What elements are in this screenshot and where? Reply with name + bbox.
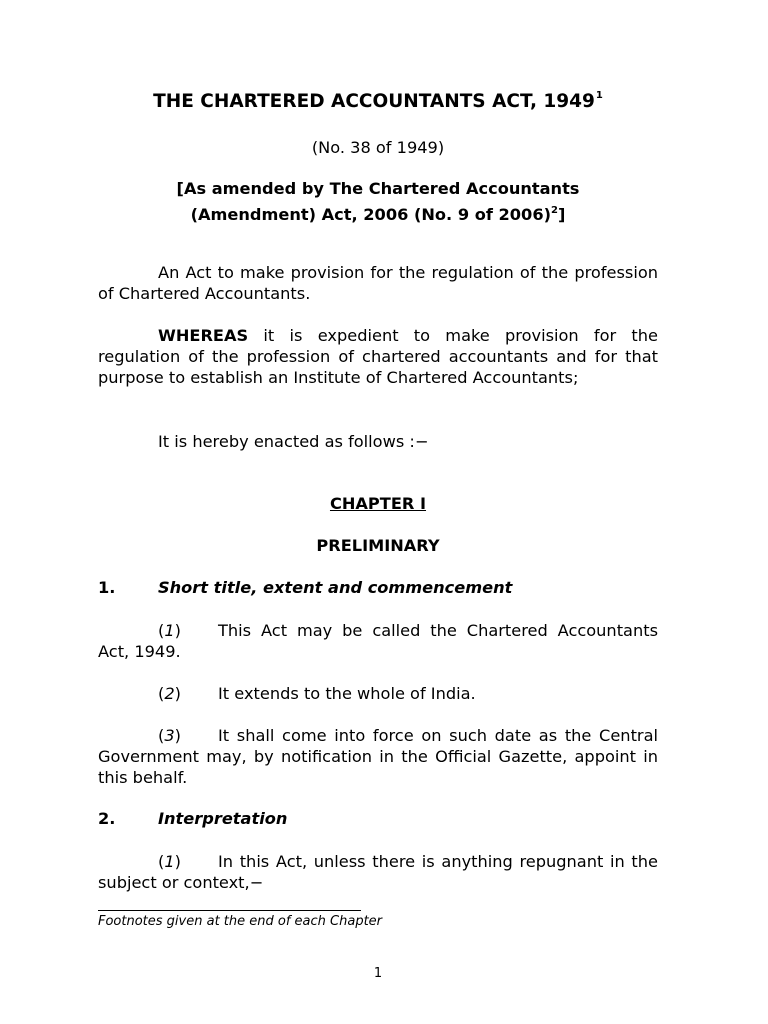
amendment-footnote-ref: 2 [551,205,558,216]
subsection-text: It shall come into force on such date as the Central Government may, by notification in the Official Gazette, appoint in this behalf. [98,726,658,787]
subsection-number: (2) [158,684,181,703]
subsection-text: In this Act, unless there is anything repugnant in the subject or context,− [98,852,658,892]
section-2-heading [98,809,658,828]
amendment-line-2: (Amendment) Act, 2006 (No. 9 of 2006)$^2$] [190,205,566,224]
preamble-lead: WHEREAS [158,326,249,345]
page-number: 1 [373,966,383,981]
section-1-heading [98,578,658,597]
section-1-subsection-3 [98,725,658,788]
subsection-number: (1) [158,621,181,640]
act-title [98,90,658,112]
long-title: An Act to make provision for the regulation of the profession of Chartered Accountants. [98,263,658,303]
preamble-text: it is expedient to make provision for the regulation of the profession of chartered accountants and for that purpose to establish an Institute of Chartered Accountants; [98,326,658,387]
section-1-subsection-1 [98,620,658,662]
title-footnote-ref: 1 [595,90,603,101]
footnote-text: Footnotes given at the end of each Chapter [98,914,383,929]
section-title: Interpretation [158,809,288,828]
section-2-subsection-1 [98,851,658,893]
section-1-subsection-2 [98,683,658,704]
section-number: 1. [98,578,116,597]
subsection-text: This Act may be called the Chartered Accountants Act, 1949. [98,621,658,661]
subsection-text: It extends to the whole of India. [218,684,476,703]
section-title: Short title, extent and commencement [158,578,513,597]
subsection-number: (1) [158,852,181,871]
act-number: (No. 38 of 1949) [311,138,445,157]
chapter-title: PRELIMINARY [316,536,440,555]
enacting-formula: It is hereby enacted as follows :− [158,432,429,451]
document-page [98,0,658,1024]
preamble [98,325,658,388]
act-title-text: THE CHARTERED ACCOUNTANTS ACT, 1949 [153,91,595,112]
amendment-line-1: [As amended by The Chartered Accountants [176,179,580,198]
footnote-separator [98,910,361,911]
subsection-number: (3) [158,726,181,745]
section-number: 2. [98,809,116,828]
amendment-note [98,178,658,226]
chapter-heading: CHAPTER I [329,494,427,513]
